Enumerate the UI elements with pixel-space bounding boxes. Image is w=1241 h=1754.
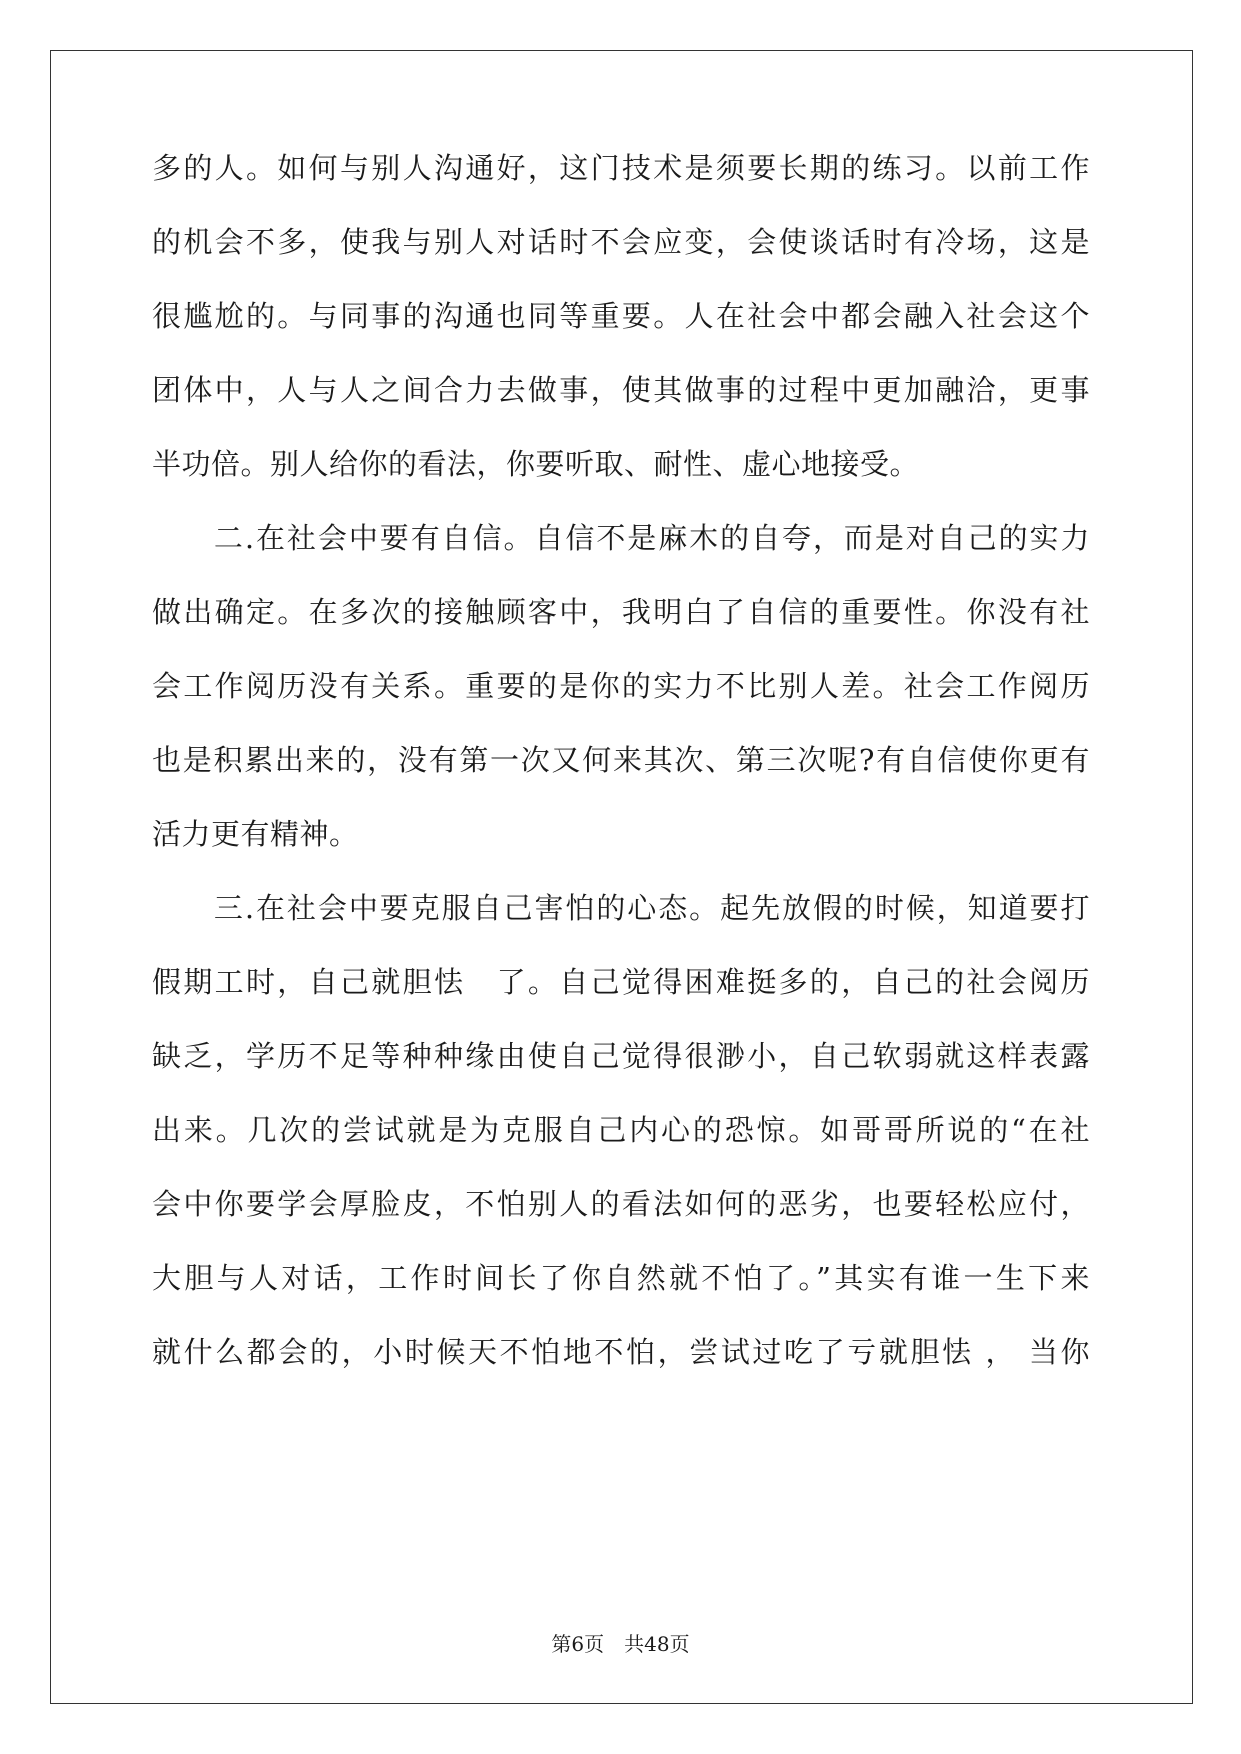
text-line-10: 活力更有精神。 <box>152 817 359 851</box>
text-line-7: 做出确定。在多次的接触顾客中，我明白了自信的重要性。你没有社 <box>152 595 1090 629</box>
text-line-11: 三.在社会中要克服自己害怕的心态。起先放假的时候，知道要打 <box>152 891 1090 925</box>
text-line-12: 假期工时，自己就胆怯 了。自己觉得困难挺多的，自己的社会阅历 <box>152 965 1090 999</box>
text-line-2: 的机会不多，使我与别人对话时不会应变，会使谈话时有冷场，这是 <box>152 225 1090 259</box>
text-line-15: 会中你要学会厚脸皮，不怕别人的看法如何的恶劣，也要轻松应付， <box>152 1187 1090 1221</box>
text-line-1: 多的人。如何与别人沟通好，这门技术是须要长期的练习。以前工作 <box>152 151 1090 185</box>
text-line-9: 也是积累出来的，没有第一次又何来其次、第三次呢?有自信使你更有 <box>152 743 1090 777</box>
text-line-8: 会工作阅历没有关系。重要的是你的实力不比别人差。社会工作阅历 <box>152 669 1090 703</box>
text-line-14: 出来。几次的尝试就是为克服自己内心的恐惊。如哥哥所说的“在社 <box>152 1113 1090 1147</box>
text-line-3: 很尴尬的。与同事的沟通也同等重要。人在社会中都会融入社会这个 <box>152 299 1090 333</box>
text-line-5: 半功倍。别人给你的看法，你要听取、耐性、虚心地接受。 <box>152 447 920 481</box>
text-line-4: 团体中，人与人之间合力去做事，使其做事的过程中更加融洽，更事 <box>152 373 1090 407</box>
page-number-footer: 第6页 共48页 <box>551 1632 690 1656</box>
text-line-6: 二.在社会中要有自信。自信不是麻木的自夸，而是对自己的实力 <box>152 521 1090 555</box>
text-line-17: 就什么都会的，小时候天不怕地不怕，尝试过吃了亏就胆怯 ， 当你 <box>152 1335 1090 1369</box>
text-line-13: 缺乏，学历不足等种种缘由使自己觉得很渺小，自己软弱就这样表露 <box>152 1039 1090 1073</box>
text-line-16: 大胆与人对话，工作时间长了你自然就不怕了。”其实有谁一生下来 <box>152 1261 1090 1295</box>
